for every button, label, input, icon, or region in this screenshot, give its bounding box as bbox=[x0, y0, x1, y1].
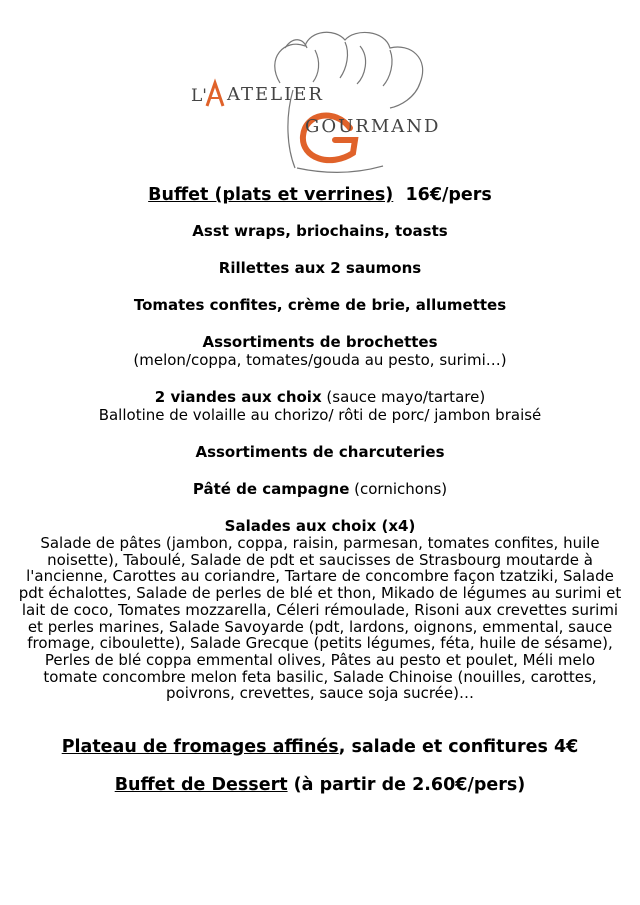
menu-item-brochettes-detail: (melon/coppa, tomates/gouda au pesto, surimi…) bbox=[133, 351, 507, 369]
salades-list: Salade de pâtes (jambon, coppa, raisin, parmesan, tomates confites, huile noisette), Taboulé, Salade de pdt et saucisses de Strasbourg moutarde à l'ancienne, Carottes au coriandre, Tartare de concombre façon tzatziki, Salade pdt échalottes, Salade de perles de blé et thon, Mikado de légumes au surimi et lait de coco, Tomates mozzarella, Céleri rémoulade, Risoni aux crevettes surimi et perles marines, Salade Savoyarde (pdt, lardons, oignons, emmental, sauce fromage, ciboulette), Salade Grecque (petits légumes, féta, huile de sésame), Perles de blé coppa emmental olives, Pâtes au pesto et poulet, Méli melo tomate concombre melon feta basilic, Salade Chinoise (nouilles, carottes, poivrons, crevettes, sauce soja sucrée)… bbox=[18, 534, 622, 703]
dessert-title: Buffet de Dessert bbox=[114, 775, 288, 796]
menu-content bbox=[0, 184, 640, 796]
plateau-rest: , salade et confitures 4€ bbox=[338, 737, 579, 758]
buffet-title: Buffet (plats et verrines) bbox=[148, 185, 394, 205]
restaurant-logo bbox=[185, 28, 465, 178]
plateau-line bbox=[0, 736, 640, 758]
logo-word-gourmand: GOURMAND bbox=[305, 116, 441, 137]
pate-detail: (cornichons) bbox=[354, 480, 448, 498]
menu-item-viandes bbox=[0, 388, 640, 406]
pate-title: Pâté de campagne bbox=[192, 480, 350, 498]
dessert-line bbox=[0, 774, 640, 796]
plateau-title: Plateau de fromages affinés bbox=[61, 737, 339, 758]
menu-item-tomates: Tomates confites, crème de brie, allumettes bbox=[133, 296, 507, 314]
menu-item-brochettes: Assortiments de brochettes bbox=[202, 333, 438, 351]
menu-item-charcuteries: Assortiments de charcuteries bbox=[195, 443, 445, 461]
buffet-heading bbox=[0, 184, 640, 206]
menu-item-rillettes: Rillettes aux 2 saumons bbox=[218, 259, 422, 277]
menu-item-pate bbox=[0, 480, 640, 498]
viandes-sauce: (sauce mayo/tartare) bbox=[326, 388, 486, 406]
logo-prefix: L' bbox=[191, 86, 207, 106]
menu-item-wraps: Asst wraps, briochains, toasts bbox=[192, 222, 448, 240]
dessert-rest: (à partir de 2.60€/pers) bbox=[287, 775, 526, 796]
logo-word-atelier: ATELIER bbox=[227, 84, 324, 105]
menu-item-salades: Salades aux choix (x4) bbox=[224, 517, 416, 535]
viandes-title: 2 viandes aux choix bbox=[154, 388, 322, 406]
menu-item-viandes-detail: Ballotine de volaille au chorizo/ rôti de porc/ jambon braisé bbox=[98, 406, 542, 424]
buffet-price: 16€/pers bbox=[405, 185, 492, 205]
